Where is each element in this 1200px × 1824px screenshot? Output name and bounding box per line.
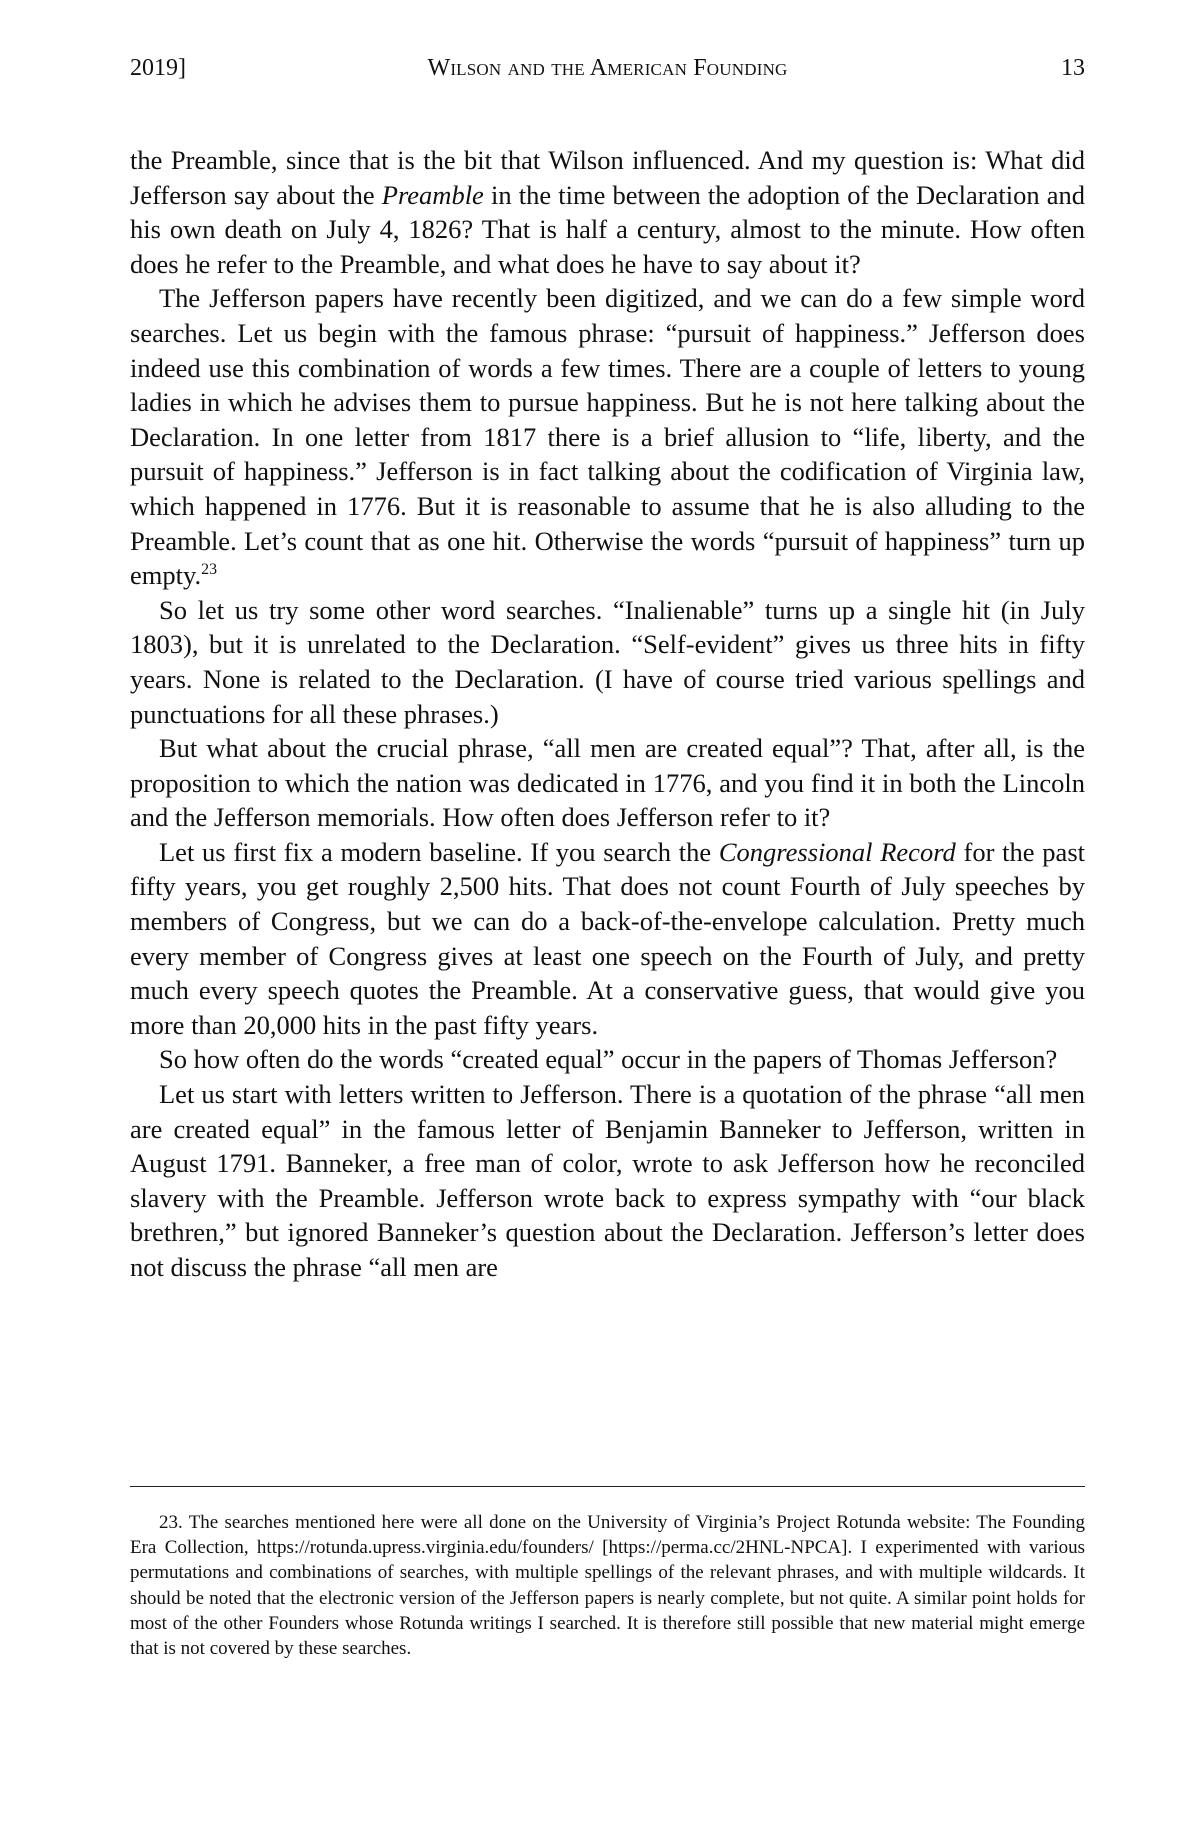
footnote-text: The searches mentioned here were all done on the University of Virginia’s Project Rotunda website: The Founding Era Collection, https://rotunda.upress.virginia.edu/founders/ [https://perma.cc/2HNL-NPCA]. I experimented with various permutations and combinations of searches, with multiple spellings of the relevant phrases, and with multiple wildcards. It should be noted that the electronic version of the Jefferson papers is nearly complete, but not quite. A similar point holds for most of the other Founders whose Rotunda writings I searched. It is therefore still possible that new material might emerge that is not covered by these searches. (130, 1512, 1085, 1660)
italic-text: Congressional Record (718, 836, 956, 867)
paragraph-text: The Jefferson papers have recently been digitized, and we can do a few simple word searches. Let us begin with the famous phrase: “pursuit of happiness.” Jefferson does indeed use this combination of words a few times. There are a couple of letters to young ladies in which he advises them to pursue happiness. But he is not here talking about the Declaration. In one letter from 1817 there is a brief allusion to “life, liberty, and the pursuit of happiness.” Jefferson is in fact talking about the codification of Virginia law, which happened in 1776. But it is reasonable to assume that he is also alluding to the Preamble. Let’s count that as one hit. Otherwise the words “pursuit of happiness” turn up empty. (130, 283, 1085, 591)
body-paragraph (130, 835, 1085, 1043)
paragraph-text: for the past fifty years, you get roughly 2,500 hits. That does not count Fourth of July speeches by members of Congress, but we can do a back-of-the-envelope calculation. Pretty much every member of Congress gives at least one speech on the Fourth of July, and pretty much every speech quotes the Preamble. At a conservative guess, that would give you more than 20,000 hits in the past fifty years. (130, 836, 1085, 1040)
page-number: 13 (1061, 55, 1085, 81)
body-paragraph (130, 731, 1085, 835)
paragraph-text: Let us first fix a modern baseline. If you search the (159, 836, 719, 867)
running-head-year: 2019] (130, 55, 186, 81)
paragraph-text: So let us try some other word searches. “Inalienable” turns up a single hit (in July 1803), but it is unrelated to the Declaration. “Self-evident” gives us three hits in fifty years. None is related to the Declaration. (I have of course tried various spellings and punctuations for all these phrases.) (130, 594, 1085, 729)
paragraph-text: Let us start with letters written to Jefferson. There is a quotation of the phrase “all men are created equal” in the famous letter of Benjamin Banneker to Jefferson, written in August 1791. Banneker, a free man of color, wrote to ask Jefferson how he reconciled slavery with the Preamble. Jefferson wrote back to express sympathy with “our black brethren,” but ignored Banneker’s question about the Declaration. Jefferson’s letter does not discuss the phrase “all men are (130, 1079, 1085, 1282)
footnotes (130, 1510, 1085, 1661)
footnote-divider (130, 1486, 1085, 1487)
footnote (130, 1510, 1085, 1661)
paragraph-text: So how often do the words “created equal” occur in the papers of Thomas Jefferson? (159, 1044, 1058, 1075)
body-paragraph (130, 593, 1085, 731)
running-head-title: Wilson and the American Founding (427, 55, 788, 81)
body-paragraph (130, 143, 1085, 281)
body-paragraph (130, 1042, 1085, 1077)
footnote-number: 23. (159, 1512, 183, 1533)
body-paragraph (130, 281, 1085, 592)
paragraph-text: in the time between the adoption of the Declaration and his own death on July 4, 1826? That is half a century, almost to the minute. How often does he refer to the Preamble, and what does he have to say about it? (130, 179, 1086, 279)
body-paragraph (130, 1077, 1085, 1285)
footnote-reference: 23 (201, 561, 218, 579)
paragraph-text: the Preamble, since that is the bit that Wilson influenced. And my question is: What did Jefferson say about the (130, 145, 1085, 210)
body-text (130, 143, 1085, 1285)
running-head (130, 55, 1085, 95)
paragraph-text: But what about the crucial phrase, “all men are created equal”? That, after all, is the proposition to which the nation was dedicated in 1776, and you find it in both the Lincoln and the Jefferson memorials. How often does Jefferson refer to it? (130, 733, 1085, 833)
italic-text: Preamble (381, 179, 484, 210)
